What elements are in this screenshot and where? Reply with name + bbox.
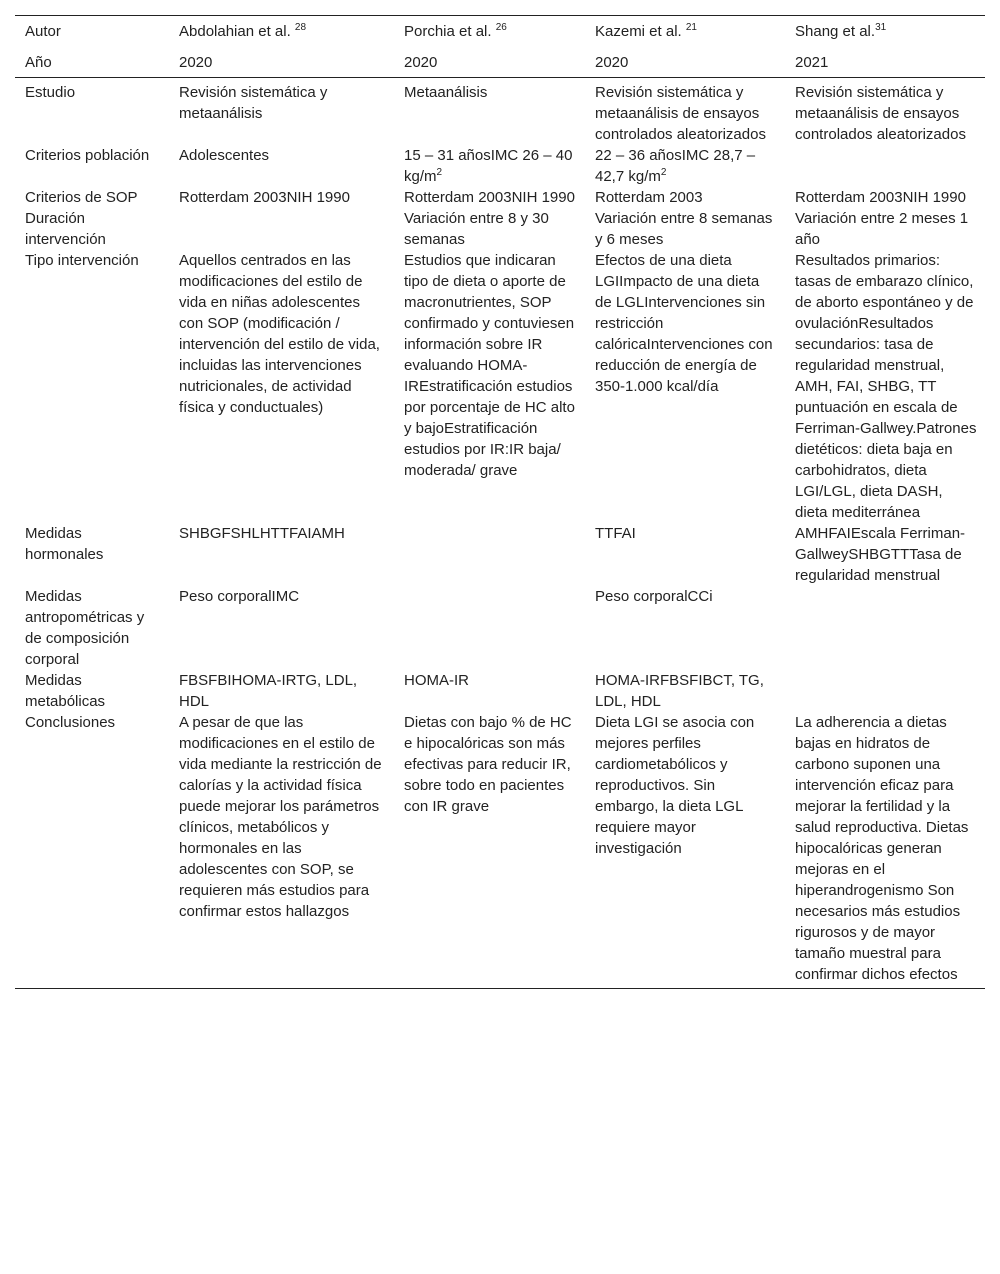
reference-number: 31	[875, 22, 887, 33]
table-cell: Rotterdam 2003NIH 1990	[404, 189, 575, 206]
table-cell: Variación entre 8 y 30 semanas	[404, 210, 549, 248]
table-cell: FBSFBIHOMA-IRTG, LDL, HDL	[179, 672, 358, 710]
row-label: Medidas metabólicas	[25, 672, 106, 710]
table-row	[15, 187, 985, 208]
row-label: Tipo intervención	[25, 252, 139, 269]
table-cell	[785, 145, 985, 187]
table-row	[15, 78, 985, 146]
table-cell: Revisión sistemática y metaanálisis	[179, 84, 328, 122]
table-cell: AMHFAIEscala Ferriman-GallweySHBGTTTasa de regularidad menstrual	[795, 525, 966, 584]
row-label: Conclusiones	[15, 712, 169, 989]
table-cell	[394, 523, 585, 586]
table-cell: Aquellos centrados en las modificaciones del estilo de vida en niñas adolescentes con SOP (modificación / intervención del estilo de vida, incluidas las intervenciones nutricionales, de actividad física y conductuales)	[179, 252, 380, 416]
table-row	[15, 712, 985, 989]
table-cell: HOMA-IRFBSFIBCT, TG, LDL, HDL	[595, 672, 764, 710]
year-cell: 2020	[585, 47, 785, 78]
table-cell: Dieta LGI se asocia con mejores perfiles cardiometabólicos y reproductivos. Sin embargo, la dieta LGL requiere mayor investigación	[585, 712, 785, 989]
row-label: Criterios población	[25, 147, 150, 164]
table-cell: Adolescentes	[179, 147, 270, 164]
table-cell: Revisión sistemática y metaanálisis de ensayos controlados aleatorizados	[795, 84, 966, 143]
table-cell: Peso corporalIMC	[179, 588, 300, 605]
table-cell: 22 – 36 añosIMC 28,7 – 42,7 $kg/m^2$	[595, 147, 756, 185]
table-cell: Estudios que indicaran tipo de dieta o aporte de macronutrientes, SOP confirmado y contuviesen información sobre IR evaluando HOMA-IREstratificación estudios por porcentaje de HC alto y bajoEstratificación estudios por IR:IR baja/ moderada/ grave	[404, 252, 575, 479]
table-cell: A pesar de que las modificaciones en el estilo de vida mediante la restricción de calorías y la actividad física puede mejorar los parámetros clínicos, metabólicos y hormonales en las adolescentes con SOP, se requieren más estudios para confirmar estos hallazgos	[169, 712, 394, 989]
row-label: Año	[15, 47, 169, 78]
row-label: Criterios de SOP	[25, 189, 138, 206]
table-cell	[169, 208, 394, 250]
table-cell: HOMA-IR	[404, 672, 469, 689]
comparison-table-container	[15, 15, 985, 989]
year-cell: 2020	[394, 47, 585, 78]
row-label: Medidas hormonales	[25, 525, 104, 563]
studies-comparison-table	[15, 15, 985, 989]
unit-exponent: 2	[436, 167, 443, 178]
unit-exponent: 2	[660, 167, 667, 178]
reference-number: 21	[685, 22, 697, 33]
table-cell: Rotterdam 2003NIH 1990	[179, 189, 350, 206]
table-cell: Resultados primarios: tasas de embarazo clínico, de aborto espontáneo y de ovulaciónResultados secundarios: tasa de regularidad menstrual, AMH, FAI, SHBG, TT puntuación en escala de Ferriman-Gallwey.Patrones dietéticos: dieta baja en carbohidratos, dieta LGI/LGL, dieta DASH, dieta mediterránea	[795, 252, 977, 521]
table-row	[15, 670, 985, 712]
author-header-row	[15, 16, 985, 48]
table-cell	[785, 670, 985, 712]
author-cell: Abdolahian et al. $^{28}$	[169, 16, 394, 48]
table-cell: 15 – 31 añosIMC 26 – 40 $kg/m^2$	[404, 147, 573, 185]
table-cell: Metaanálisis	[404, 84, 488, 101]
year-header-row	[15, 47, 985, 78]
table-cell: Rotterdam 2003NIH 1990	[795, 189, 966, 206]
author-cell: Shang et al.$^{31}$	[785, 16, 985, 48]
table-cell: Efectos de una dieta LGIImpacto de una dieta de LGLIntervenciones sin restricción calóricaIntervenciones con reducción de energía de 350-1.000 kcal/día	[595, 252, 773, 395]
table-row	[15, 523, 985, 586]
table-row	[15, 250, 985, 523]
row-label: Autor	[15, 16, 169, 48]
reference-number: 28	[294, 22, 307, 33]
table-cell: Revisión sistemática y metaanálisis de ensayos controlados aleatorizados	[595, 84, 766, 143]
table-cell: TTFAI	[595, 525, 636, 542]
year-cell: 2020	[169, 47, 394, 78]
row-label: Estudio	[25, 84, 76, 101]
row-label: Duración intervención	[25, 210, 106, 248]
reference-number: 26	[495, 22, 507, 33]
table-cell	[394, 586, 585, 670]
table-cell: Dietas con bajo % de HC e hipocalóricas son más efectivas para reducir IR, sobre todo en pacientes con IR grave	[394, 712, 585, 989]
table-cell: La adherencia a dietas bajas en hidratos de carbono suponen una intervención eficaz para mejorar la fertilidad y la salud reproductiva. Dietas hipocalóricas generan mejoras en el hiperandrogenismo Son necesarios más estudios rigurosos y de mayor tamaño muestral para confirmar dichos efectos	[785, 712, 985, 989]
author-cell: Porchia et al. $^{26}$	[394, 16, 585, 48]
table-row	[15, 586, 985, 670]
year-cell: 2021	[785, 47, 985, 78]
table-cell	[785, 586, 985, 670]
table-row	[15, 208, 985, 250]
table-cell: Peso corporalCCi	[595, 588, 713, 605]
table-cell: Rotterdam 2003	[595, 189, 703, 206]
table-row	[15, 145, 985, 187]
author-cell: Kazemi et al. $^{21}$	[585, 16, 785, 48]
row-label: Medidas antropométricas y de composición corporal	[25, 588, 145, 668]
table-cell: Variación entre 8 semanas y 6 meses	[595, 210, 773, 248]
table-cell: Variación entre 2 meses 1 año	[795, 210, 969, 248]
table-cell: SHBGFSHLHTTFAIAMH	[179, 525, 345, 542]
